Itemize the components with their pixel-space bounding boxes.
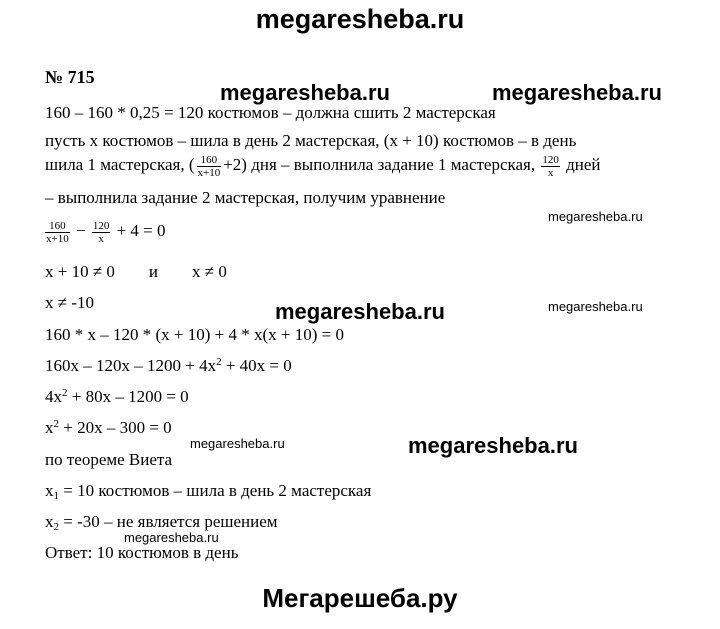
watermark: megaresheba.ru bbox=[275, 299, 445, 324]
condition: x ≠ 0 bbox=[192, 262, 227, 281]
text-fragment: + 40x = 0 bbox=[221, 356, 292, 375]
text-fragment: 4x bbox=[45, 387, 62, 406]
text-fragment: 160x – 120x – 1200 + 4x bbox=[45, 356, 217, 375]
text-fragment: + 4 = 0 bbox=[116, 221, 166, 240]
watermark: megaresheba.ru bbox=[190, 436, 285, 451]
minus-sign: − bbox=[75, 221, 86, 240]
text-fragment: x bbox=[45, 481, 54, 500]
text-line: 160 * x – 120 * (x + 10) + 4 * x(x + 10) = 0 bbox=[45, 325, 344, 344]
condition-line bbox=[45, 262, 227, 282]
conjunction: и bbox=[148, 262, 159, 281]
text-fragment: = -30 – не является решением bbox=[59, 512, 278, 531]
text-line bbox=[45, 387, 189, 407]
fraction bbox=[92, 220, 111, 245]
exponent: 2 bbox=[62, 387, 68, 399]
numerator: 160 bbox=[49, 219, 66, 232]
exponent: 2 bbox=[53, 418, 59, 430]
text-fragment: дней bbox=[566, 155, 601, 174]
watermark: megaresheba.ru bbox=[408, 433, 578, 458]
fraction bbox=[197, 154, 222, 179]
denominator: x+10 bbox=[46, 232, 69, 245]
watermark: megaresheba.ru bbox=[124, 530, 219, 545]
watermark: megaresheba.ru bbox=[492, 80, 662, 105]
fraction bbox=[541, 154, 560, 179]
text-fragment: + 20x – 300 = 0 bbox=[59, 418, 172, 437]
equation bbox=[45, 216, 166, 246]
text-line bbox=[45, 356, 292, 376]
watermark: megaresheba.ru bbox=[220, 80, 390, 105]
header-watermark: megaresheba.ru bbox=[255, 4, 465, 34]
text-fragment: = 10 костюмов – шила в день 2 мастерская bbox=[59, 481, 372, 500]
condition-line: x ≠ -10 bbox=[45, 293, 94, 312]
exponent: 2 bbox=[216, 356, 222, 368]
numerator: 120 bbox=[92, 219, 110, 232]
text-fragment: x bbox=[45, 512, 54, 531]
text-fragment: шила 1 мастерская, ( bbox=[45, 155, 195, 174]
numerator: 120 bbox=[542, 153, 559, 166]
root-line bbox=[45, 512, 278, 532]
text-line bbox=[45, 418, 172, 438]
text-line: пусть x костюмов – шила в день 2 мастерская, (x + 10) костюмов – в день bbox=[45, 131, 577, 150]
condition: x + 10 ≠ 0 bbox=[45, 262, 115, 281]
text-fragment: x bbox=[45, 418, 54, 437]
footer-watermark: Мегарешеба.ру bbox=[262, 583, 458, 613]
text-line: по теореме Виета bbox=[45, 450, 173, 469]
answer-line: Ответ: 10 костюмов в день bbox=[45, 543, 239, 562]
denominator: x bbox=[541, 166, 560, 179]
problem-number: № 715 bbox=[45, 67, 95, 87]
text-line: 160 – 160 * 0,25 = 120 костюмов – должна сшить 2 мастерская bbox=[45, 103, 496, 122]
text-line bbox=[45, 150, 601, 180]
root-line bbox=[45, 481, 371, 501]
text-line: – выполнила задание 2 мастерская, получим уравнение bbox=[45, 188, 446, 207]
text-fragment: + 80x – 1200 = 0 bbox=[67, 387, 189, 406]
numerator: 160 bbox=[200, 153, 218, 166]
text-fragment: +2) дня – выполнила задание 1 мастерская, bbox=[223, 155, 536, 174]
watermark: megaresheba.ru bbox=[548, 299, 643, 314]
subscript: 1 bbox=[53, 490, 59, 502]
denominator: x bbox=[92, 232, 111, 245]
fraction bbox=[45, 220, 70, 245]
denominator: x+10 bbox=[197, 166, 221, 179]
subscript: 2 bbox=[53, 521, 59, 533]
watermark: megaresheba.ru bbox=[548, 209, 643, 224]
